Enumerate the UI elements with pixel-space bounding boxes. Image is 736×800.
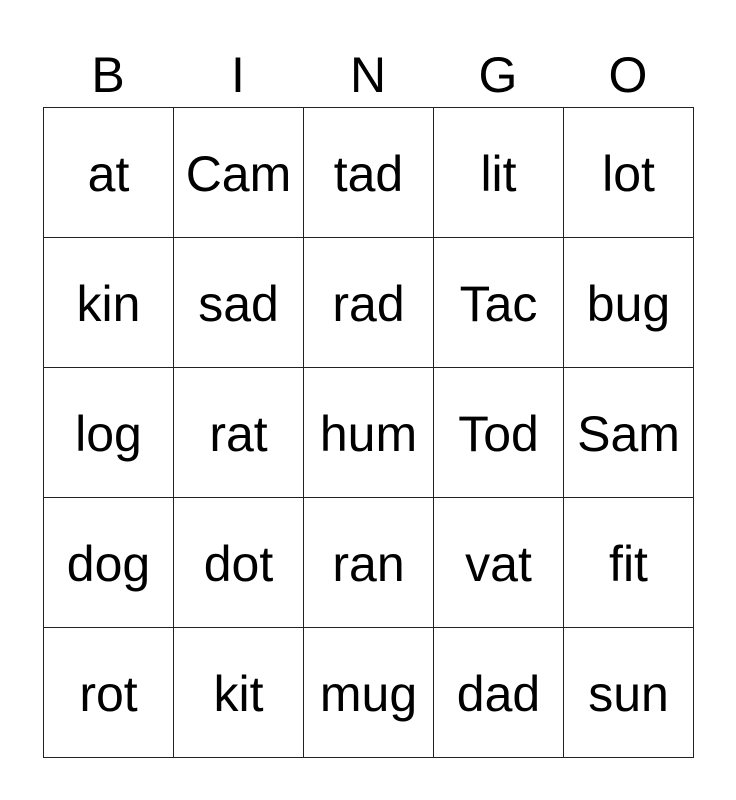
- bingo-cell[interactable]: lot: [564, 108, 694, 238]
- bingo-cell[interactable]: hum: [304, 368, 434, 498]
- bingo-cell[interactable]: tad: [304, 108, 434, 238]
- bingo-cell[interactable]: at: [44, 108, 174, 238]
- bingo-cell[interactable]: dog: [44, 498, 174, 628]
- bingo-cell[interactable]: mug: [304, 628, 434, 758]
- header-letter-o: O: [608, 47, 648, 103]
- bingo-cell[interactable]: kit: [174, 628, 304, 758]
- bingo-cell[interactable]: sad: [174, 238, 304, 368]
- bingo-cell[interactable]: kin: [44, 238, 174, 368]
- header-letter-i: I: [231, 47, 245, 103]
- bingo-cell[interactable]: fit: [564, 498, 694, 628]
- bingo-cell[interactable]: rat: [174, 368, 304, 498]
- bingo-cell[interactable]: sun: [564, 628, 694, 758]
- bingo-cell[interactable]: ran: [304, 498, 434, 628]
- header-letter-n: N: [349, 47, 387, 103]
- bingo-cell[interactable]: log: [44, 368, 174, 498]
- bingo-cell[interactable]: dad: [434, 628, 564, 758]
- bingo-cell[interactable]: rad: [304, 238, 434, 368]
- bingo-cell[interactable]: rot: [44, 628, 174, 758]
- bingo-header: [43, 44, 693, 106]
- bingo-cell[interactable]: Sam: [564, 368, 694, 498]
- bingo-cell[interactable]: lit: [434, 108, 564, 238]
- header-letter-b: B: [91, 47, 125, 103]
- bingo-cell[interactable]: dot: [174, 498, 304, 628]
- bingo-cell[interactable]: Tac: [434, 238, 564, 368]
- header-letter-g: G: [478, 47, 518, 103]
- bingo-cell[interactable]: bug: [564, 238, 694, 368]
- bingo-cell[interactable]: vat: [434, 498, 564, 628]
- bingo-cell[interactable]: Cam: [174, 108, 304, 238]
- bingo-card-grid: [43, 107, 694, 758]
- bingo-cell[interactable]: Tod: [434, 368, 564, 498]
